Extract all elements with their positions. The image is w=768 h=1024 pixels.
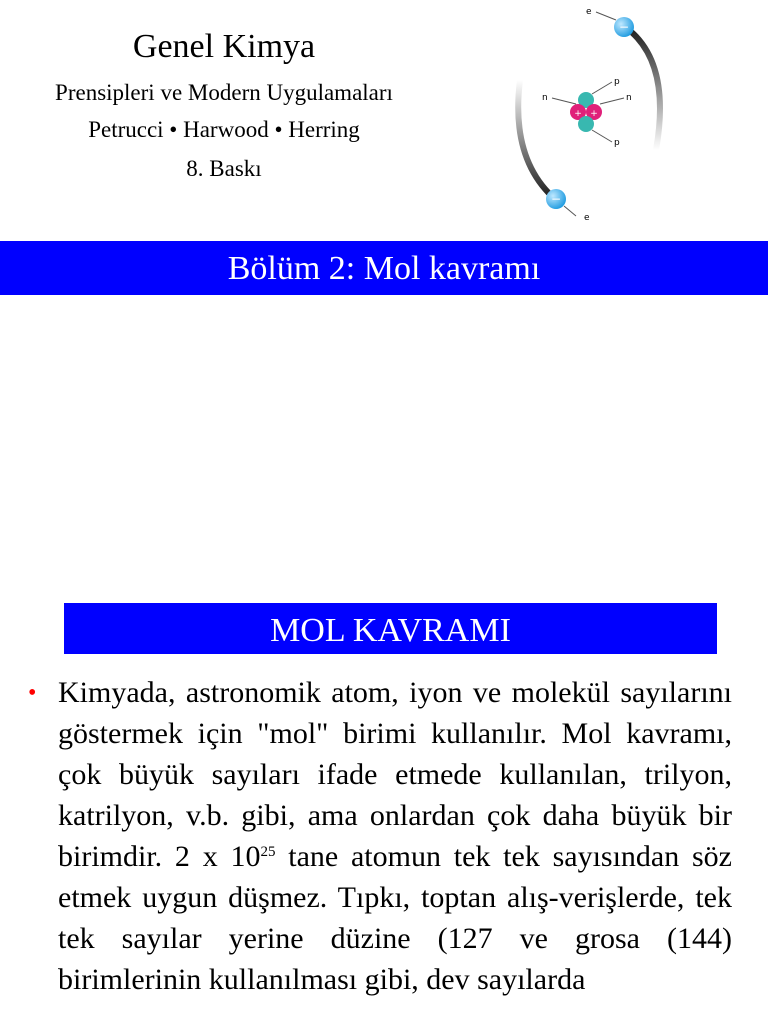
neutron-label-right: n	[626, 93, 632, 103]
proton-sign-left: +	[574, 109, 582, 119]
paragraph-part-2: tane atomun tek tek sayısından söz etmek uygun düşmez. Tıpkı, toptan alış-verişlerde, tek tek sayılar yerine düzine (127 ve grosa (144) birimlerinin kullanılması gibi, dev sayılarda	[58, 840, 732, 996]
proton-label-bottom: p	[614, 138, 620, 148]
proton-sign-right: +	[590, 109, 598, 119]
orbit-arc-top	[624, 26, 660, 150]
electron-label-top: e	[586, 7, 592, 17]
atom-diagram-icon	[496, 0, 680, 226]
exponent: 25	[260, 844, 276, 860]
section-title-banner: MOL KAVRAMI	[64, 603, 717, 654]
bullet-paragraph	[58, 672, 732, 1000]
neutron-label-left: n	[542, 93, 548, 103]
electron-label-bottom: e	[584, 213, 590, 223]
proton-label-top: p	[614, 77, 620, 87]
electron-sign-bottom: −	[550, 192, 562, 206]
book-edition: 8. Baskı	[186, 156, 262, 181]
book-title: Genel Kimya	[132, 28, 316, 65]
paragraph-part-1: Kimyada, astronomik atom, iyon ve molekül sayılarını göstermek için "mol" birimi kullanılır. Mol kavramı, çok büyük sayıları ifade etmede kullanılan, trilyon, katrilyon, v.b. gibi, ama onlardan çok daha büyük bir birimdir. 2 x 10	[58, 676, 732, 873]
electron-sign-top: −	[618, 20, 630, 34]
orbit-arc-bottom	[518, 80, 556, 200]
bullet-marker: •	[28, 680, 37, 706]
book-subtitle: Prensipleri ve Modern Uygulamaları	[55, 80, 393, 105]
chapter-title-banner: Bölüm 2: Mol kavramı	[0, 241, 768, 295]
book-authors: Petrucci • Harwood • Herring	[88, 117, 360, 142]
